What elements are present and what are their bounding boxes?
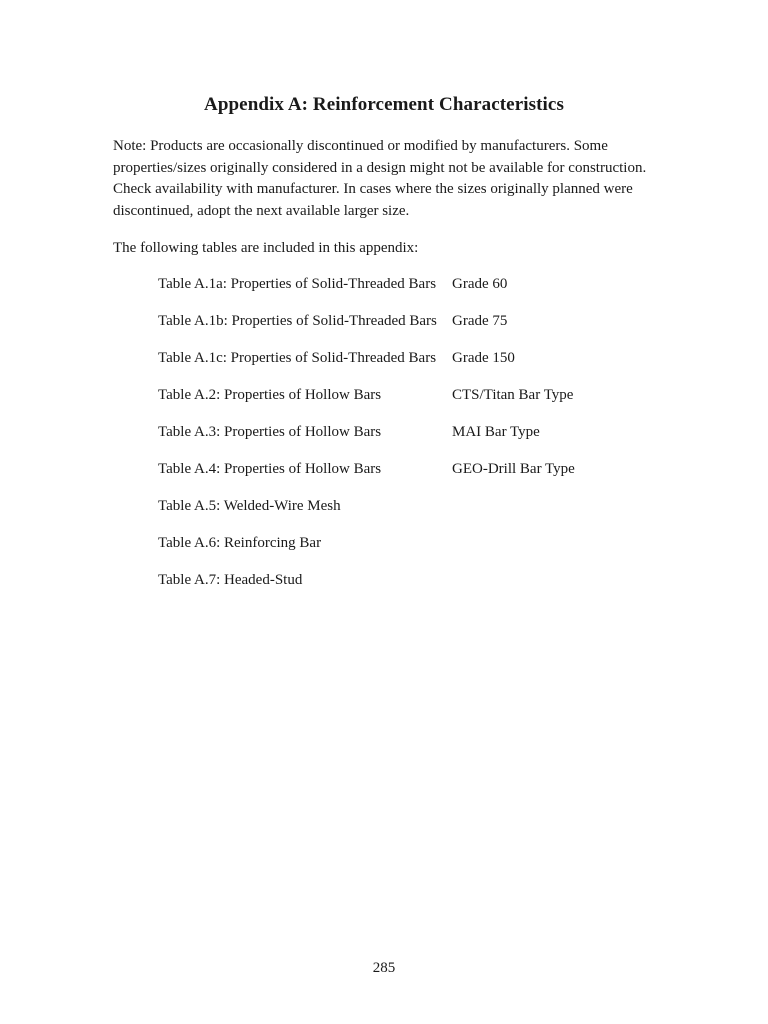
table-name: Table A.5: Welded-Wire Mesh <box>158 498 341 514</box>
table-detail: GEO-Drill Bar Type <box>452 461 575 477</box>
list-item <box>158 459 638 496</box>
page-number: 285 <box>372 960 396 976</box>
list-item <box>158 533 638 570</box>
list-item <box>158 311 638 348</box>
intro-paragraph: The following tables are included in this appendix: <box>113 240 419 256</box>
list-item <box>158 385 638 422</box>
table-name: Table A.4: Properties of Hollow Bars <box>158 461 382 477</box>
list-item <box>158 422 638 459</box>
table-name: Table A.1b: Properties of Solid-Threaded Bars <box>158 313 437 329</box>
table-list <box>158 274 638 607</box>
note-paragraph: Note: Products are occasionally discontinued or modified by manufacturers. Some properties/sizes originally considered in a design might not be available for construction. Check availability with manufacturer. In cases where the sizes originally planned were discontinued, adopt the next available larger size. <box>113 138 647 219</box>
list-item <box>158 496 638 533</box>
table-name: Table A.2: Properties of Hollow Bars <box>158 387 382 403</box>
table-name: Table A.7: Headed-Stud <box>158 572 303 588</box>
table-name: Table A.1a: Properties of Solid-Threaded Bars <box>158 276 437 292</box>
table-detail: Grade 150 <box>452 350 515 366</box>
page-title: Appendix A: Reinforcement Characteristics <box>204 94 564 115</box>
table-detail: Grade 75 <box>452 313 508 329</box>
list-item <box>158 348 638 385</box>
list-item <box>158 570 638 607</box>
list-item <box>158 274 638 311</box>
table-detail: CTS/Titan Bar Type <box>452 387 574 403</box>
table-detail: Grade 60 <box>452 276 508 292</box>
table-name: Table A.6: Reinforcing Bar <box>158 535 322 551</box>
table-detail: MAI Bar Type <box>452 424 540 440</box>
table-name: Table A.1c: Properties of Solid-Threaded Bars <box>158 350 437 366</box>
table-name: Table A.3: Properties of Hollow Bars <box>158 424 382 440</box>
